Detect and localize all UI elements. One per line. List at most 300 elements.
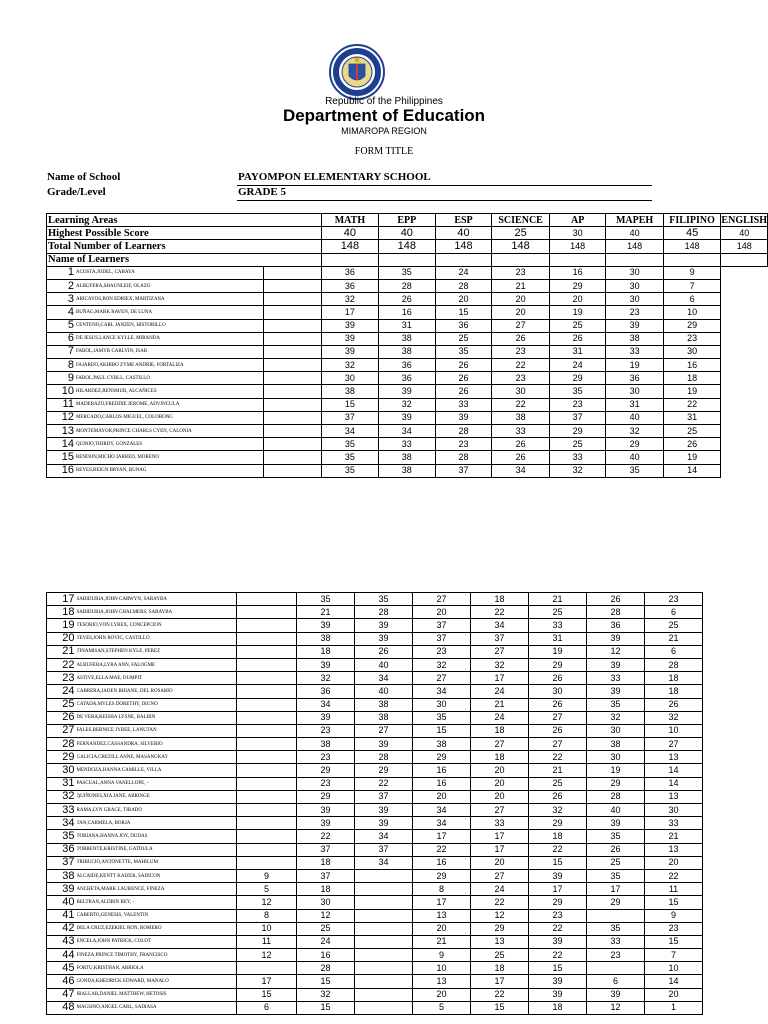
score-cell: 34 bbox=[355, 830, 413, 843]
score-cell: 20 bbox=[413, 790, 471, 803]
score-cell bbox=[355, 883, 413, 896]
score-cell: 10 bbox=[645, 962, 703, 975]
score-cell: 20 bbox=[492, 306, 550, 319]
learner-number: 12 bbox=[47, 411, 76, 424]
learner-name: BELTRAN,ALDRIN REY, - bbox=[77, 896, 237, 909]
score-cell bbox=[263, 372, 321, 385]
score-cell bbox=[237, 777, 297, 790]
score-cell: 29 bbox=[413, 751, 471, 764]
learner-number: 10 bbox=[47, 385, 76, 398]
learner-row bbox=[47, 698, 703, 711]
learner-name: FERNANDEZ,CASSANDRA, SILVERIO bbox=[77, 738, 237, 751]
score-cell: 21 bbox=[492, 279, 550, 292]
score-cell: 10 bbox=[663, 306, 721, 319]
score-cell: 29 bbox=[297, 790, 355, 803]
score-cell: 22 bbox=[663, 398, 721, 411]
score-cell: 38 bbox=[413, 738, 471, 751]
learner-row bbox=[47, 843, 703, 856]
score-cell: 22 bbox=[529, 949, 587, 962]
score-cell: 33 bbox=[587, 935, 645, 948]
learner-number: 5 bbox=[47, 319, 76, 332]
spacer-cell bbox=[263, 227, 321, 240]
learner-name: TESORIO,VON LYREX, CONCEPCION bbox=[77, 619, 237, 632]
score-cell bbox=[237, 619, 297, 632]
learner-name: ALCAIDE,KENTT KAIZER, SADICON bbox=[77, 869, 237, 882]
score-cell: 28 bbox=[587, 790, 645, 803]
learner-name: MENDOZA,HANNA CAMILLE, VILLA bbox=[77, 764, 237, 777]
score-cell: 30 bbox=[529, 685, 587, 698]
learner-row bbox=[47, 293, 768, 306]
score-cell: 13 bbox=[645, 790, 703, 803]
learner-number: 40 bbox=[47, 896, 77, 909]
learner-row bbox=[47, 909, 703, 922]
subject-science-header: SCIENCE bbox=[492, 214, 550, 227]
score-cell: 23 bbox=[645, 922, 703, 935]
learner-name: TINAMISAN,STEPHEN KYLE, PEREZ bbox=[77, 645, 237, 658]
score-cell: 28 bbox=[435, 425, 492, 438]
score-cell: 33 bbox=[645, 817, 703, 830]
score-cell: 39 bbox=[355, 738, 413, 751]
score-cell bbox=[237, 724, 297, 737]
score-cell: 25 bbox=[549, 438, 606, 451]
score-cell: 40 bbox=[606, 451, 663, 464]
learner-row bbox=[47, 658, 703, 671]
score-cell: 37 bbox=[471, 632, 529, 645]
learner-number: 11 bbox=[47, 398, 76, 411]
score-cell: 25 bbox=[297, 922, 355, 935]
score-cell: 30 bbox=[297, 896, 355, 909]
score-cell: 39 bbox=[529, 869, 587, 882]
score-cell: 38 bbox=[587, 738, 645, 751]
learner-row bbox=[47, 451, 768, 464]
learner-row bbox=[47, 645, 703, 658]
score-cell: 24 bbox=[471, 711, 529, 724]
score-cell: 27 bbox=[413, 593, 471, 606]
score-cell: 9 bbox=[413, 949, 471, 962]
score-cell bbox=[237, 764, 297, 777]
score-cell bbox=[237, 632, 297, 645]
score-cell: 25 bbox=[587, 856, 645, 869]
score-cell: 18 bbox=[645, 672, 703, 685]
score-cell: 26 bbox=[645, 698, 703, 711]
score-cell bbox=[237, 593, 297, 606]
learner-number: 6 bbox=[47, 332, 76, 345]
score-cell: 36 bbox=[321, 279, 378, 292]
score-cell: 35 bbox=[321, 451, 378, 464]
learner-name: DELA CRUZ,EZEKIEL RON, ROMERO bbox=[77, 922, 237, 935]
score-cell bbox=[263, 398, 321, 411]
score-cell: 38 bbox=[492, 411, 550, 424]
score-cell: 1 bbox=[645, 1001, 703, 1014]
score-cell: 30 bbox=[606, 293, 663, 306]
score-cell: 21 bbox=[529, 764, 587, 777]
score-cell: 22 bbox=[413, 843, 471, 856]
score-cell bbox=[263, 293, 321, 306]
score-cell: 28 bbox=[378, 279, 435, 292]
score-cell: 22 bbox=[471, 606, 529, 619]
learner-name: REYES,REIGN BRYAN, BUNAG bbox=[76, 464, 263, 477]
learner-number: 31 bbox=[47, 777, 77, 790]
learner-number: 7 bbox=[47, 345, 76, 358]
score-cell: 29 bbox=[471, 922, 529, 935]
learner-number: 39 bbox=[47, 883, 77, 896]
score-cell: 29 bbox=[587, 896, 645, 909]
learner-number: 16 bbox=[47, 464, 76, 477]
score-cell: 35 bbox=[549, 385, 606, 398]
score-cell: 25 bbox=[471, 949, 529, 962]
score-cell: 30 bbox=[587, 751, 645, 764]
learner-row bbox=[47, 372, 768, 385]
score-cell: 15 bbox=[321, 398, 378, 411]
score-cell: 18 bbox=[645, 685, 703, 698]
subject-mapeh-header: MAPEH bbox=[606, 214, 663, 227]
score-cell bbox=[237, 962, 297, 975]
learner-name: FAROL,PAUL CYRLL, CASTILLO bbox=[76, 372, 263, 385]
score-cell: 27 bbox=[529, 738, 587, 751]
score-cell bbox=[355, 988, 413, 1001]
score-cell: 26 bbox=[492, 438, 550, 451]
score-cell: 17 bbox=[529, 883, 587, 896]
learner-row bbox=[47, 962, 703, 975]
learner-row bbox=[47, 411, 768, 424]
score-cell bbox=[237, 711, 297, 724]
score-cell: 22 bbox=[529, 843, 587, 856]
learner-row bbox=[47, 738, 703, 751]
score-cell: 35 bbox=[435, 345, 492, 358]
subject-math-header: MATH bbox=[321, 214, 378, 227]
score-cell: 22 bbox=[471, 896, 529, 909]
score-cell: 29 bbox=[529, 658, 587, 671]
learner-name: CATADA,MYLES DORETHY, DIGNO bbox=[77, 698, 237, 711]
learner-name: ALBUFERA,SHAUNLEIF, OLAZO bbox=[76, 279, 263, 292]
score-cell: 19 bbox=[529, 645, 587, 658]
score-cell: 18 bbox=[663, 372, 721, 385]
learner-row bbox=[47, 869, 703, 882]
score-cell bbox=[355, 909, 413, 922]
score-cell: 24 bbox=[297, 935, 355, 948]
score-cell: 26 bbox=[587, 593, 645, 606]
score-cell: 30 bbox=[606, 266, 663, 279]
score-cell: 32 bbox=[378, 398, 435, 411]
score-cell: 39 bbox=[355, 804, 413, 817]
learner-row bbox=[47, 279, 768, 292]
score-cell: 16 bbox=[297, 949, 355, 962]
score-cell: 40 bbox=[587, 804, 645, 817]
score-cell: 39 bbox=[378, 411, 435, 424]
score-cell: 16 bbox=[549, 266, 606, 279]
learner-name: RENDON,MICHO JARRED, MORENO bbox=[76, 451, 263, 464]
score-cell: 39 bbox=[297, 619, 355, 632]
score-cell: 39 bbox=[297, 658, 355, 671]
learner-number: 32 bbox=[47, 790, 77, 803]
score-cell: 27 bbox=[529, 711, 587, 724]
learner-number: 4 bbox=[47, 306, 76, 319]
learner-row bbox=[47, 711, 703, 724]
score-cell: 39 bbox=[378, 385, 435, 398]
score-cell: 15 bbox=[413, 724, 471, 737]
score-cell: 37 bbox=[297, 843, 355, 856]
score-cell: 32 bbox=[587, 711, 645, 724]
score-cell bbox=[263, 279, 321, 292]
learner-number: 46 bbox=[47, 975, 77, 988]
score-cell bbox=[263, 451, 321, 464]
score-cell bbox=[355, 949, 413, 962]
learner-name: TAN,CARMELA, BORJA bbox=[77, 817, 237, 830]
learner-name: FORTU,KRISTHAN, ARRIOLA bbox=[77, 962, 237, 975]
score-cell: 29 bbox=[606, 438, 663, 451]
score-cell: 33 bbox=[529, 619, 587, 632]
score-cell: 38 bbox=[297, 738, 355, 751]
score-cell: 26 bbox=[492, 451, 550, 464]
score-cell: 39 bbox=[297, 817, 355, 830]
learner-number: 27 bbox=[47, 724, 77, 737]
score-cell: 21 bbox=[645, 830, 703, 843]
score-cell: 28 bbox=[297, 962, 355, 975]
learner-row bbox=[47, 464, 768, 477]
score-cell: 22 bbox=[355, 777, 413, 790]
score-cell: 20 bbox=[471, 790, 529, 803]
score-cell bbox=[355, 962, 413, 975]
republic-line: Republic of the Philippines bbox=[325, 96, 443, 107]
subject-english-header: ENGLISH bbox=[721, 214, 767, 226]
score-cell: 21 bbox=[413, 935, 471, 948]
total-learners-row bbox=[47, 240, 768, 253]
learner-number: 42 bbox=[47, 922, 77, 935]
score-cell bbox=[237, 672, 297, 685]
learner-number: 14 bbox=[47, 438, 76, 451]
score-cell: 17 bbox=[471, 843, 529, 856]
score-cell: 23 bbox=[492, 372, 550, 385]
score-cell: 29 bbox=[549, 372, 606, 385]
learner-number: 35 bbox=[47, 830, 77, 843]
score-cell: 39 bbox=[321, 345, 378, 358]
score-cell: 39 bbox=[529, 935, 587, 948]
empty-cell bbox=[321, 253, 378, 266]
score-cell: 18 bbox=[471, 962, 529, 975]
score-cell: 38 bbox=[606, 332, 663, 345]
empty-cell bbox=[435, 253, 492, 266]
score-cell: 15 bbox=[471, 1001, 529, 1014]
score-cell: 25 bbox=[645, 619, 703, 632]
score-cell: 5 bbox=[237, 883, 297, 896]
score-cell: 15 bbox=[237, 988, 297, 1001]
score-cell: 26 bbox=[435, 385, 492, 398]
score-cell: 11 bbox=[645, 883, 703, 896]
learner-row bbox=[47, 804, 703, 817]
score-cell: 22 bbox=[492, 398, 550, 411]
score-cell: 33 bbox=[587, 672, 645, 685]
score-cell: 25 bbox=[549, 319, 606, 332]
learner-row bbox=[47, 764, 703, 777]
score-cell bbox=[263, 345, 321, 358]
subject-filipino-header: FILIPINO bbox=[663, 214, 721, 227]
score-cell: 23 bbox=[549, 398, 606, 411]
region-line: MIMAROPA REGION bbox=[341, 126, 427, 136]
score-cell bbox=[237, 685, 297, 698]
learner-number: 29 bbox=[47, 751, 77, 764]
learner-row bbox=[47, 922, 703, 935]
score-cell: 39 bbox=[529, 988, 587, 1001]
score-cell: 9 bbox=[645, 909, 703, 922]
score-cell: 22 bbox=[492, 359, 550, 372]
score-cell: 10 bbox=[237, 922, 297, 935]
score-cell: 33 bbox=[435, 398, 492, 411]
names-label: Name of Learners bbox=[47, 253, 264, 266]
learner-number: 26 bbox=[47, 711, 77, 724]
score-cell: 36 bbox=[297, 685, 355, 698]
subject-ap-header: AP bbox=[549, 214, 606, 227]
learner-row bbox=[47, 790, 703, 803]
score-cell: 27 bbox=[355, 724, 413, 737]
learner-name: MERCADO,CARLOS MIGUEL, COLOBONG bbox=[76, 411, 263, 424]
score-cell: 23 bbox=[297, 724, 355, 737]
score-cell: 39 bbox=[321, 319, 378, 332]
score-cell: 16 bbox=[413, 777, 471, 790]
score-cell: 17 bbox=[471, 672, 529, 685]
score-cell: 26 bbox=[529, 790, 587, 803]
score-cell: 23 bbox=[663, 332, 721, 345]
score-cell: 39 bbox=[297, 711, 355, 724]
score-cell: 29 bbox=[413, 869, 471, 882]
total-value: 148 bbox=[721, 240, 768, 253]
score-cell: 27 bbox=[471, 738, 529, 751]
score-cell bbox=[237, 658, 297, 671]
form-title: FORM TITLE bbox=[354, 146, 414, 157]
learner-name: FABOL,JAMYR CARLVIN, ISAR bbox=[76, 345, 263, 358]
score-cell: 25 bbox=[663, 425, 721, 438]
score-cell: 37 bbox=[297, 869, 355, 882]
score-cell: 36 bbox=[378, 359, 435, 372]
empty-cell bbox=[378, 253, 435, 266]
score-cell: 34 bbox=[355, 672, 413, 685]
score-cell: 35 bbox=[321, 464, 378, 477]
learner-row bbox=[47, 988, 703, 1001]
score-cell: 12 bbox=[471, 909, 529, 922]
learner-name: TORIANA,HANNA JOY, DUDAS bbox=[77, 830, 237, 843]
total-value: 148 bbox=[663, 240, 721, 253]
score-cell bbox=[263, 266, 321, 279]
score-cell: 26 bbox=[529, 698, 587, 711]
learner-number: 33 bbox=[47, 804, 77, 817]
score-cell: 30 bbox=[321, 372, 378, 385]
score-cell: 15 bbox=[529, 856, 587, 869]
score-cell: 37 bbox=[413, 619, 471, 632]
learner-number: 3 bbox=[47, 293, 76, 306]
score-cell: 32 bbox=[471, 658, 529, 671]
learner-row bbox=[47, 830, 703, 843]
learning-areas-label: Learning Areas bbox=[47, 214, 264, 227]
score-cell: 34 bbox=[321, 425, 378, 438]
score-cell: 23 bbox=[529, 909, 587, 922]
learner-name: CABERTO,GENESIS, VALENTIN bbox=[77, 909, 237, 922]
score-cell: 23 bbox=[645, 593, 703, 606]
score-cell: 31 bbox=[549, 345, 606, 358]
score-cell: 23 bbox=[297, 751, 355, 764]
score-cell: 35 bbox=[378, 266, 435, 279]
score-cell: 6 bbox=[587, 975, 645, 988]
score-cell: 31 bbox=[529, 632, 587, 645]
score-cell: 26 bbox=[529, 672, 587, 685]
score-cell: 38 bbox=[355, 698, 413, 711]
subject-esp-header: ESP bbox=[435, 214, 492, 227]
score-cell: 40 bbox=[355, 658, 413, 671]
learner-name: CENTENO,CARL JANZEN, HISTORILLO bbox=[76, 319, 263, 332]
score-cell: 27 bbox=[492, 319, 550, 332]
learner-name: ANCHETA,MARK LAURENCE, FINEZA bbox=[77, 883, 237, 896]
grade-value: GRADE 5 bbox=[238, 186, 286, 198]
learner-number: 20 bbox=[47, 632, 77, 645]
score-cell: 34 bbox=[471, 619, 529, 632]
learner-row bbox=[47, 593, 703, 606]
score-cell bbox=[355, 922, 413, 935]
score-cell: 34 bbox=[378, 425, 435, 438]
learner-number: 43 bbox=[47, 935, 77, 948]
empty-cell bbox=[663, 253, 721, 266]
learner-number: 37 bbox=[47, 856, 77, 869]
score-cell bbox=[587, 909, 645, 922]
learner-name: RAMA,LYN GRACE, TIRADO bbox=[77, 804, 237, 817]
score-cell: 23 bbox=[587, 949, 645, 962]
learner-name: TRIBUCIO,ANTONETTE, MAHILUM bbox=[77, 856, 237, 869]
score-cell bbox=[237, 738, 297, 751]
score-cell: 20 bbox=[471, 777, 529, 790]
score-cell: 39 bbox=[435, 411, 492, 424]
score-cell: 20 bbox=[435, 293, 492, 306]
learner-name: CABRERA,JADEN RHIANE, DEL ROSARIO bbox=[77, 685, 237, 698]
score-cell: 19 bbox=[549, 306, 606, 319]
learner-name: FALES,BERNICE JYREE, LANUTAN bbox=[77, 724, 237, 737]
learner-number: 23 bbox=[47, 672, 77, 685]
score-cell: 35 bbox=[297, 593, 355, 606]
learner-row bbox=[47, 385, 768, 398]
score-cell: 26 bbox=[529, 724, 587, 737]
score-cell: 39 bbox=[587, 658, 645, 671]
score-cell: 17 bbox=[587, 883, 645, 896]
score-cell: 8 bbox=[237, 909, 297, 922]
score-cell: 37 bbox=[355, 790, 413, 803]
hps-value: 40 bbox=[321, 227, 378, 240]
score-cell: 18 bbox=[529, 1001, 587, 1014]
score-cell bbox=[237, 698, 297, 711]
score-cell: 31 bbox=[378, 319, 435, 332]
score-cell: 26 bbox=[378, 293, 435, 306]
score-cell: 40 bbox=[355, 685, 413, 698]
learner-number: 22 bbox=[47, 658, 77, 671]
score-cell: 24 bbox=[471, 883, 529, 896]
score-cell bbox=[263, 425, 321, 438]
hps-value: 40 bbox=[378, 227, 435, 240]
score-cell: 26 bbox=[435, 359, 492, 372]
score-cell: 32 bbox=[413, 658, 471, 671]
score-cell: 23 bbox=[297, 777, 355, 790]
score-cell: 19 bbox=[663, 385, 721, 398]
score-cell: 39 bbox=[606, 319, 663, 332]
score-cell: 39 bbox=[529, 975, 587, 988]
grade-label: Grade/Level bbox=[47, 186, 106, 198]
score-cell: 22 bbox=[471, 988, 529, 1001]
score-cell: 16 bbox=[413, 856, 471, 869]
score-cell: 6 bbox=[663, 293, 721, 306]
score-cell: 26 bbox=[549, 332, 606, 345]
score-cell bbox=[237, 804, 297, 817]
scores-table-page-2 bbox=[46, 592, 703, 1015]
learner-name: QUINIO,THIRDY, GONZALES bbox=[76, 438, 263, 451]
score-cell: 20 bbox=[645, 988, 703, 1001]
school-label: Name of School bbox=[47, 171, 121, 183]
score-cell bbox=[263, 319, 321, 332]
score-cell: 34 bbox=[413, 685, 471, 698]
learner-row bbox=[47, 398, 768, 411]
